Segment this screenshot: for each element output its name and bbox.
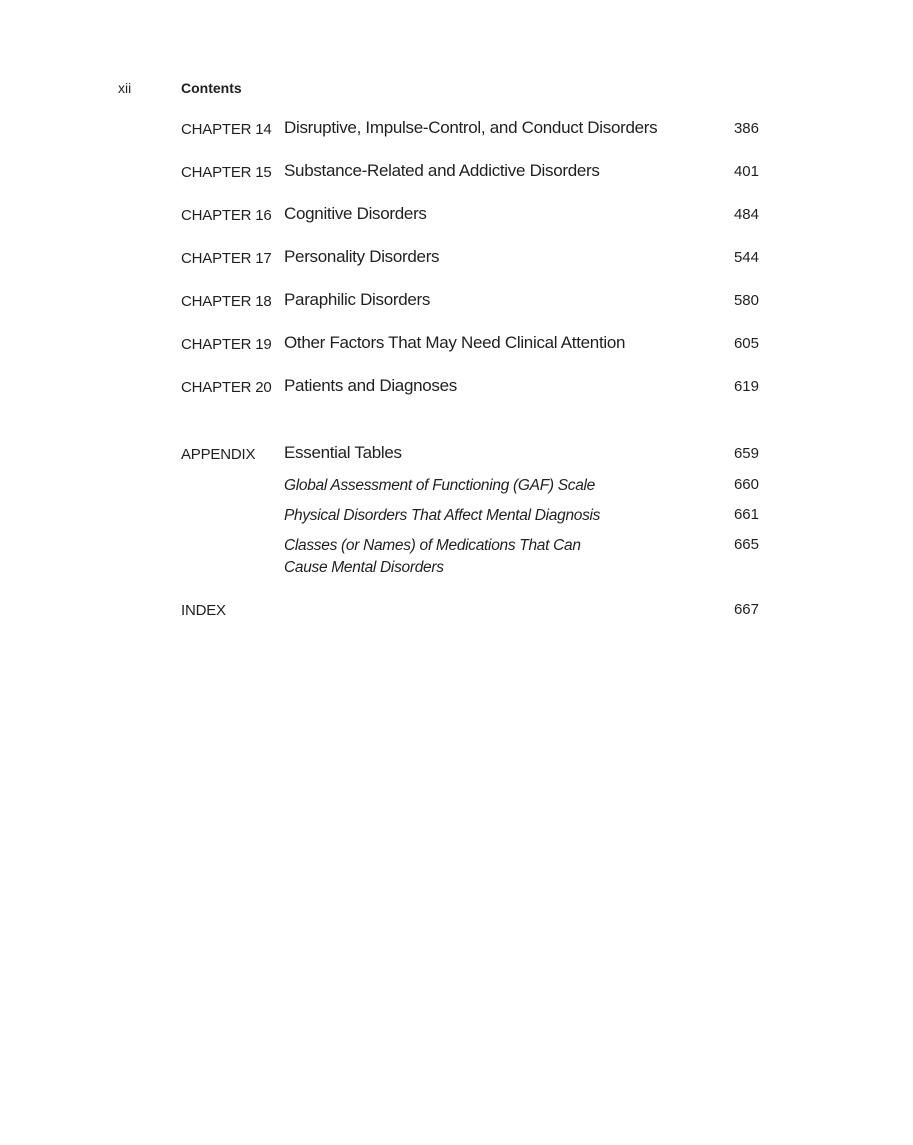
toc-entry-chapter-16[interactable] — [181, 204, 759, 228]
toc-entry-chapter-20[interactable] — [181, 376, 759, 400]
toc-entry-chapter-15[interactable] — [181, 161, 759, 185]
chapter-page: 484 — [733, 206, 759, 223]
index-label: INDEX — [181, 602, 226, 619]
toc-subentry-gaf-scale[interactable] — [181, 475, 759, 499]
chapter-title: Patients and Diagnoses — [284, 376, 457, 395]
toc-entry-appendix[interactable] — [181, 443, 759, 467]
chapter-label: CHAPTER 16 — [181, 207, 272, 224]
chapter-label: CHAPTER 14 — [181, 121, 272, 138]
toc-subentry-medications[interactable] — [181, 535, 759, 581]
chapter-page: 386 — [733, 120, 759, 137]
chapter-label: CHAPTER 15 — [181, 164, 272, 181]
chapter-page: 401 — [733, 163, 759, 180]
chapter-title: Paraphilic Disorders — [284, 290, 431, 309]
toc-entry-index[interactable] — [181, 599, 759, 623]
chapter-page: 605 — [733, 335, 759, 352]
chapter-label: CHAPTER 20 — [181, 379, 272, 396]
appendix-title: Essential Tables — [284, 443, 402, 462]
chapter-title: Disruptive, Impulse-Control, and Conduct Disorders — [284, 118, 658, 137]
chapter-label: CHAPTER 17 — [181, 250, 272, 267]
running-head: Contents — [181, 80, 242, 96]
chapter-label: CHAPTER 18 — [181, 293, 272, 310]
chapter-title: Other Factors That May Need Clinical Attention — [284, 333, 626, 352]
subentry-title — [284, 505, 600, 527]
subentry-page: 660 — [733, 476, 759, 493]
toc-entry-chapter-14[interactable] — [181, 118, 759, 142]
chapter-page: 544 — [733, 249, 759, 266]
subentry-title — [284, 475, 595, 497]
toc-entry-chapter-17[interactable] — [181, 247, 759, 271]
subentry-title-line: Global Assessment of Functioning (GAF) Scale — [284, 477, 595, 494]
subentry-page: 665 — [733, 536, 759, 553]
subentry-title — [284, 535, 581, 579]
subentry-title-line: Physical Disorders That Affect Mental Diagnosis — [284, 507, 601, 524]
appendix-page: 659 — [733, 445, 759, 462]
subentry-page: 661 — [733, 506, 759, 523]
subentry-title-line: Cause Mental Disorders — [284, 559, 444, 576]
chapter-page: 619 — [733, 378, 759, 395]
toc-entry-chapter-19[interactable] — [181, 333, 759, 357]
chapter-page: 580 — [733, 292, 759, 309]
toc-entry-chapter-18[interactable] — [181, 290, 759, 314]
chapter-label: CHAPTER 19 — [181, 336, 272, 353]
chapter-title: Cognitive Disorders — [284, 204, 427, 223]
index-page: 667 — [733, 601, 759, 618]
appendix-label: APPENDIX — [181, 446, 256, 463]
toc-subentry-physical-disorders[interactable] — [181, 505, 759, 529]
page-number: xii — [118, 80, 132, 96]
chapter-title: Substance-Related and Addictive Disorders — [284, 161, 600, 180]
subentry-title-line: Classes (or Names) of Medications That Can — [284, 537, 581, 554]
chapter-title: Personality Disorders — [284, 247, 440, 266]
